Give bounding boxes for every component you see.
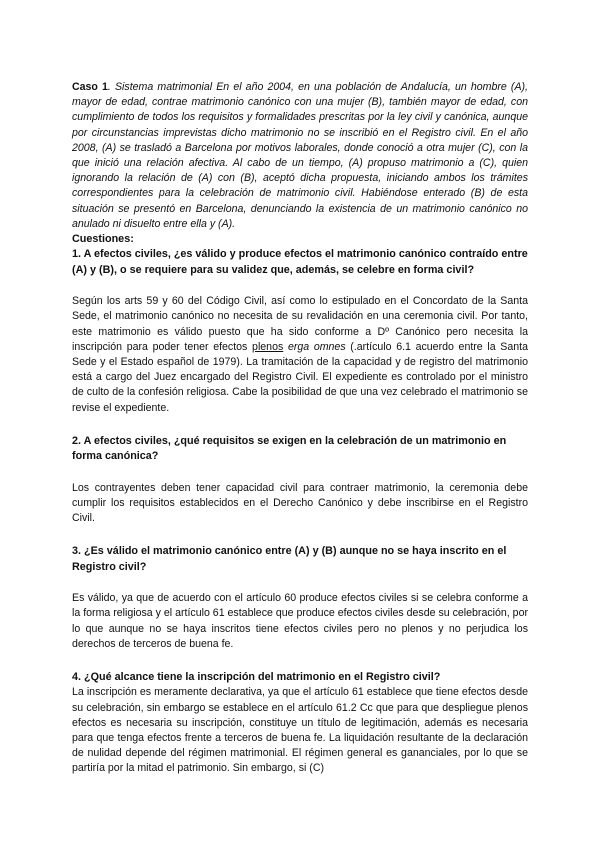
- question-1: 1. A efectos civiles, ¿es válido y produce efectos el matrimonio canónico contraído entre (A) y (B), o se requiere para su validez que, además, se celebre en forma civil?: [72, 248, 528, 276]
- question-2: 2. A efectos civiles, ¿qué requisitos se exigen en la celebración de un matrimonio en forma canónica?: [72, 434, 507, 463]
- case-paragraph: [72, 80, 528, 232]
- italic-term: erga omnes: [283, 340, 346, 353]
- answer-2: Los contrayentes deben tener capacidad civil para contraer matrimonio, la ceremonia debe cumplir los requisitos establecidos en el Derecho Canónico y debe inscribirse en el Registro Civil.: [72, 481, 528, 525]
- question-3: 3. ¿Es válido el matrimonio canónico entre (A) y (B) aunque no se haya inscrito en el Registro civil?: [72, 545, 507, 573]
- underlined-word: plenos: [252, 340, 284, 353]
- case-label: Caso 1: [72, 81, 108, 93]
- case-text: . Sistema matrimonial En el año 2004, en una población de Andalucía, un hombre (A), mayor de edad, contrae matrimonio canónico con una mujer (B), también mayor de edad, con cumplimiento de todos los requisitos y formalidades prescritas por la ley civil y canónica, aunque por circunstancias imprevistas dicho matrimonio no se inscribió en el Registro civil. En el año 2008, (A) se trasladó a Barcelona por motivos laborales, donde conoció a otra mujer (C), con la que inició una relación afectiva. Al cabo de un tiempo, (A) propuso matrimonio a (C), quien ignorando la relación de (A) con (B), aceptó dicha propuesta, iniciando ambos los trámites correspondientes para la celebración de matrimonio civil. Habiéndose enterado (B) de esta situación se presentó en Barcelona, denunciando la existencia de un matrimonio canónico no anulado ni disuelto entre ella y (A).: [72, 81, 528, 230]
- answer-4: La inscripción es meramente declarativa, ya que el artículo 61 establece que tiene efectos desde su celebración, sin embargo se establece en el artículo 61.2 Cc que para que despliegue plenos efectos es necesaria su inscripción, constituye un título de legitimación, además es necesaria para que tenga efectos frente a terceros de buena fe. La liquidación resultante de la declaración de nulidad depende del régimen matrimonial. El régimen general es gananciales, por lo que se partiría por la mitad el patrimonio. Sin embargo, si (C): [72, 686, 528, 775]
- answer-1: Según los arts 59 y 60 del Código Civil, así como lo estipulado en el Concordato de la Santa Sede, el matrimonio canónico no necesita de su revalidación en una ceremonia civil. Por tanto, este matrimonio es válido puesto que ha sido conforme a Dº Canónico pero necesita la inscripción para poder tener efectos plenos erga omnes (.artículo 6.1 acuerdo entre la Santa Sede y el Estado español de 1979). La tramitación de la capacidad y de registro del matrimonio está a cargo del Juez encargado del Registro Civil. El expediente es controlado por el ministro de culto de la confesión religiosa. Cabe la posibilidad de que una vez celebrado el matrimonio se revise el expediente.: [72, 295, 528, 414]
- question-4: 4. ¿Qué alcance tiene la inscripción del matrimonio en el Registro civil?: [72, 670, 441, 683]
- cuestiones-heading: Cuestiones:: [72, 233, 134, 246]
- answer-3: Es válido, ya que de acuerdo con el artículo 60 produce efectos civiles si se celebra conforme a la forma religiosa y el artículo 61 establece que produce efectos civiles desde su celebración, por lo que aunque no se haya inscritos tiene efectos civiles pero no plenos y no perjudica los derechos de terceros de buena fe.: [72, 592, 528, 650]
